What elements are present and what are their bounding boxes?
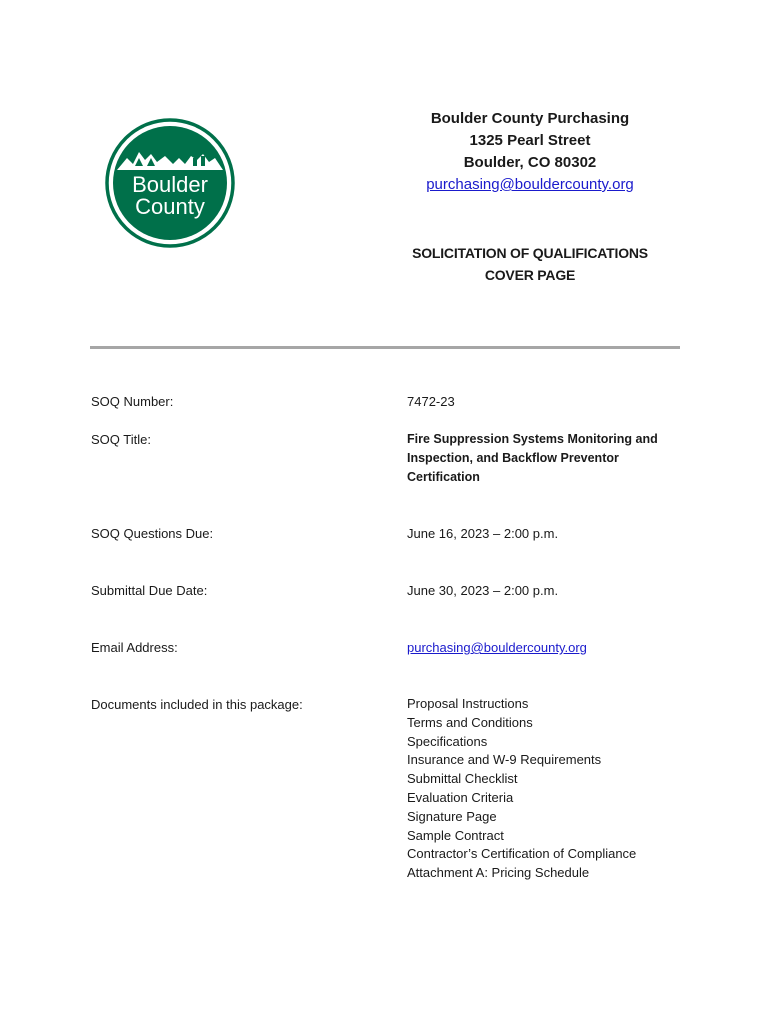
title-line-2: COVER PAGE [484, 267, 576, 283]
questions-due-label: SOQ Questions Due: [91, 526, 214, 541]
soq-title-label: SOQ Title: [91, 432, 151, 447]
document-item: Sample Contract [407, 827, 504, 843]
soq-title-value [407, 430, 697, 487]
org-name: Boulder County Purchasing [430, 110, 630, 127]
email-address-label: Email Address: [91, 640, 178, 655]
soq-number-value: 7472-23 [407, 394, 455, 409]
documents-list [407, 695, 697, 883]
address-block [380, 108, 680, 196]
header-email-link[interactable]: purchasing@bouldercounty.org [426, 176, 634, 193]
title-line-1: SOLICITATION OF QUALIFICATIONS [412, 245, 648, 261]
documents-label: Documents included in this package: [91, 697, 303, 712]
document-item: Attachment A: Pricing Schedule [407, 865, 590, 881]
document-item: Proposal Instructions [407, 696, 529, 711]
document-item: Evaluation Criteria [407, 789, 514, 805]
logo-text-line2: County [135, 194, 205, 219]
city-state-zip: Boulder, CO 80302 [463, 154, 597, 171]
submittal-due-value: June 30, 2023 – 2:00 p.m. [407, 583, 559, 598]
logo-text-line1: Boulder [132, 172, 208, 197]
soq-title-line: Fire Suppression Systems Monitoring and [407, 432, 658, 446]
soq-title-line: Certification [407, 470, 480, 484]
document-item: Insurance and W-9 Requirements [407, 752, 602, 768]
email-address-link[interactable]: purchasing@bouldercounty.org [407, 640, 587, 655]
document-title [380, 242, 680, 286]
soq-title-line: Inspection, and Backflow Preventor [407, 451, 619, 465]
document-item: Submittal Checklist [407, 771, 518, 787]
document-item: Specifications [407, 733, 488, 749]
document-item: Signature Page [407, 808, 497, 824]
boulder-county-logo [95, 108, 245, 258]
soq-number-label: SOQ Number: [91, 394, 174, 409]
horizontal-divider [90, 346, 680, 349]
document-item: Contractor’s Certification of Compliance [407, 846, 637, 862]
documents-list-container [407, 695, 697, 883]
boulder-county-logo-graphic [95, 108, 245, 258]
submittal-due-label: Submittal Due Date: [91, 583, 208, 598]
street-address: 1325 Pearl Street [469, 132, 591, 149]
questions-due-value: June 16, 2023 – 2:00 p.m. [407, 526, 559, 541]
document-item: Terms and Conditions [407, 714, 533, 730]
